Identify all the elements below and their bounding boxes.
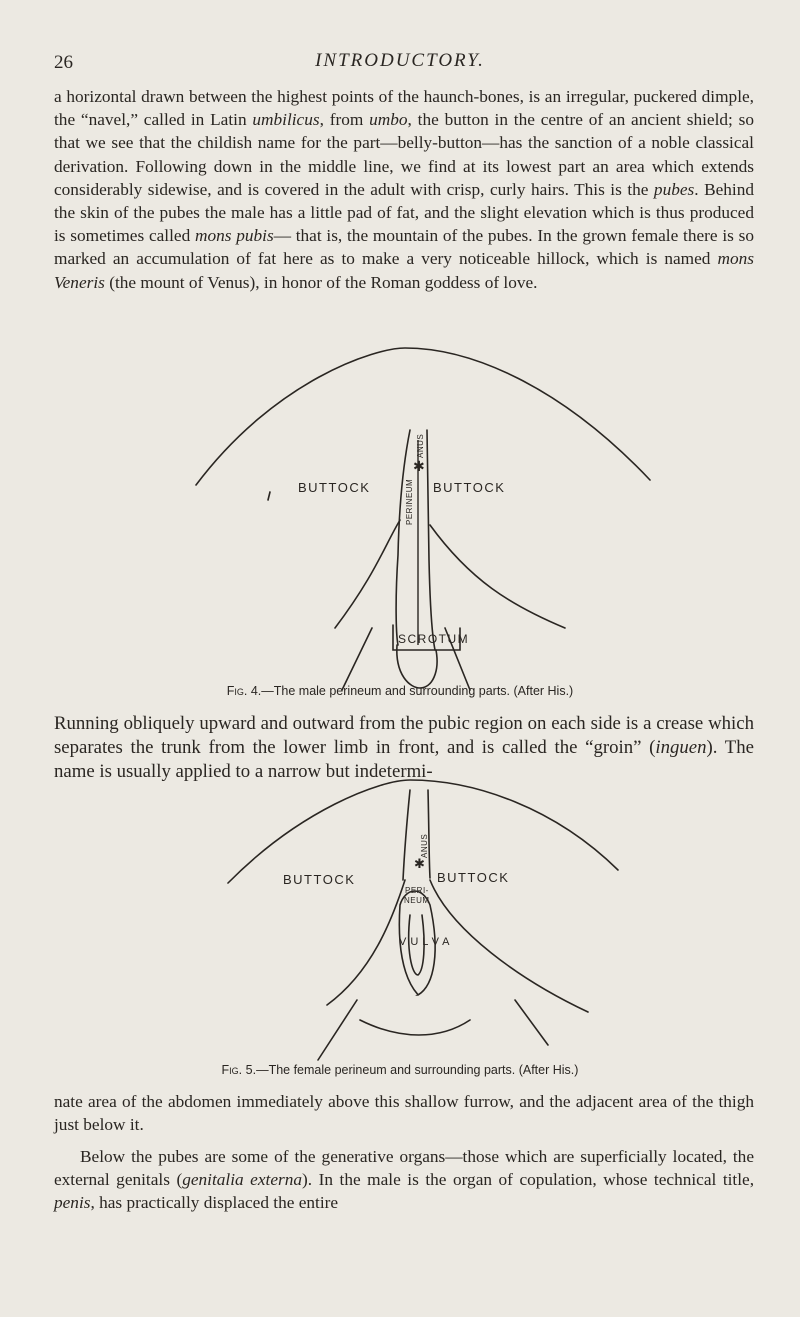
running-head: INTRODUCTORY.	[315, 50, 485, 71]
fig5-label-anus: ANUS	[420, 833, 429, 858]
fig4-anus-mark: ✱	[413, 460, 425, 475]
paragraph-groin-continued: nate area of the abdomen immediately above this shallow furrow, and the adjacent area of the thigh just below it.	[54, 1092, 754, 1135]
fig5-bottom-curve	[360, 1020, 470, 1035]
fig5-label-buttock-right: BUTTOCK	[437, 870, 510, 885]
fig5-label-buttock-left: BUTTOCK	[283, 872, 356, 887]
fig5-anus-mark: ✱	[414, 856, 425, 871]
paragraph-navel-pubes: a horizontal drawn between the highest points of the haunch-bones, is an irregular, puckered dimple, the “navel,” called in Latin umbilicus, from umbo, the button in the centre of an ancient shield; so that we see that the childish name for the part—belly-button—has the sanction of a noble classical derivation. Following down in the middle line, we find at its lowest part an area which extends considerably sidewise, and is covered in the adult with crisp, curly hairs. This is the pubes. Behind the skin of the pubes the male has a little pad of fat, and the slight elevation which is thus produced is sometimes called mons pubis— that is, the mountain of the pubes. In the grown female there is so marked an accumulation of fat here as to make a very noticeable hillock, which is named mons Veneris (the mount of Venus), in honor of the Roman goddess of love.	[54, 87, 754, 292]
fig5-lower-left-curve	[327, 880, 405, 1005]
fig4-label-buttock-left: BUTTOCK	[298, 480, 371, 495]
fig4-label-perineum: PERINEUM	[405, 478, 414, 525]
fig5-label-peri: PERI-	[405, 886, 429, 895]
paragraph-genitals: Below the pubes are some of the generative organs—those which are superficially located, the external genitals (genitalia externa). In the male is the organ of copulation, whose technical title, penis, has practically displaced the entire	[54, 1147, 755, 1213]
fig5-label-neum: NEUM	[404, 896, 430, 905]
paragraph-groin: Running obliquely upward and outward from the pubic region on each side is a crease which separates the trunk from the lower limb in front, and is called the “groin” (inguen). The name is usually applied to a narrow but indetermi-	[54, 713, 754, 782]
fig5-left-leg-line	[318, 1000, 357, 1060]
fig5-right-leg-line	[515, 1000, 548, 1045]
fig5-lower-right-curve	[430, 880, 588, 1012]
page-number: 26	[54, 52, 73, 73]
fig4-label-scrotum: SCROTUM	[398, 632, 470, 646]
figure-4-caption: Fig. 4.—The male perineum and surrounding parts. (After His.)	[226, 684, 574, 698]
fig4-label-buttock-right: BUTTOCK	[433, 480, 506, 495]
figure-5-caption: Fig. 5.—The female perineum and surrounding parts. (After His.)	[221, 1063, 579, 1077]
fig4-label-anus: ANUS	[416, 433, 425, 458]
fig5-label-vulva: VULVA	[399, 936, 454, 948]
fig5-cleft-left	[403, 790, 410, 880]
